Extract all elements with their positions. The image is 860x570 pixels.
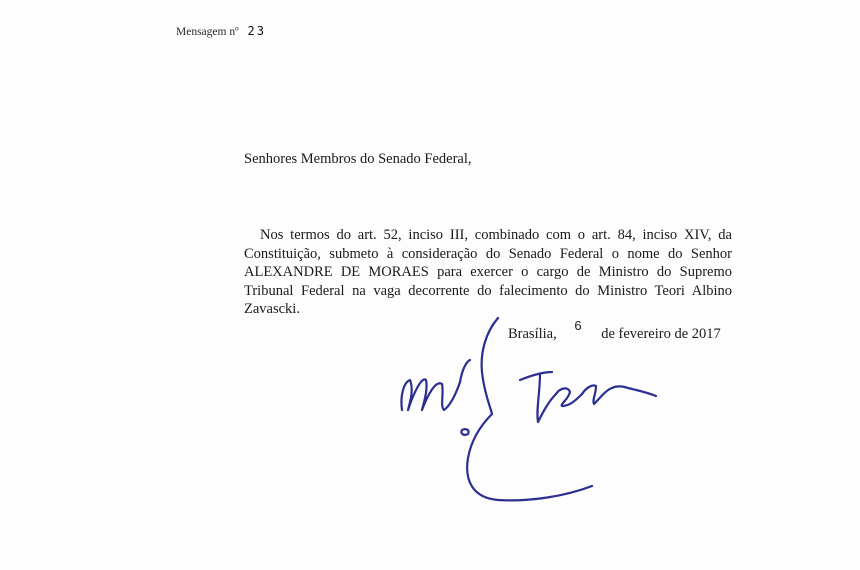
salutation: Senhores Membros do Senado Federal,	[244, 151, 472, 167]
letter-body	[244, 226, 732, 319]
month-year: de fevereiro de 2017	[601, 326, 721, 342]
message-number: 23	[247, 24, 266, 38]
signature-drawing	[380, 310, 680, 550]
message-header	[176, 24, 266, 38]
place: Brasília,	[508, 326, 557, 342]
day-handwritten: 6	[574, 318, 582, 333]
message-label: Mensagem nº	[176, 26, 239, 38]
body-paragraph: Nos termos do art. 52, inciso III, combinado com o art. 84, inciso XIV, da Constituição, submeto à consideração do Senado Federal o nome do Senhor ALEXANDRE DE MORAES para exercer o cargo de Ministro do Supremo Tribunal Federal na vaga decorrente do falecimento do Ministro Teori Albino Zavascki.	[244, 227, 732, 317]
